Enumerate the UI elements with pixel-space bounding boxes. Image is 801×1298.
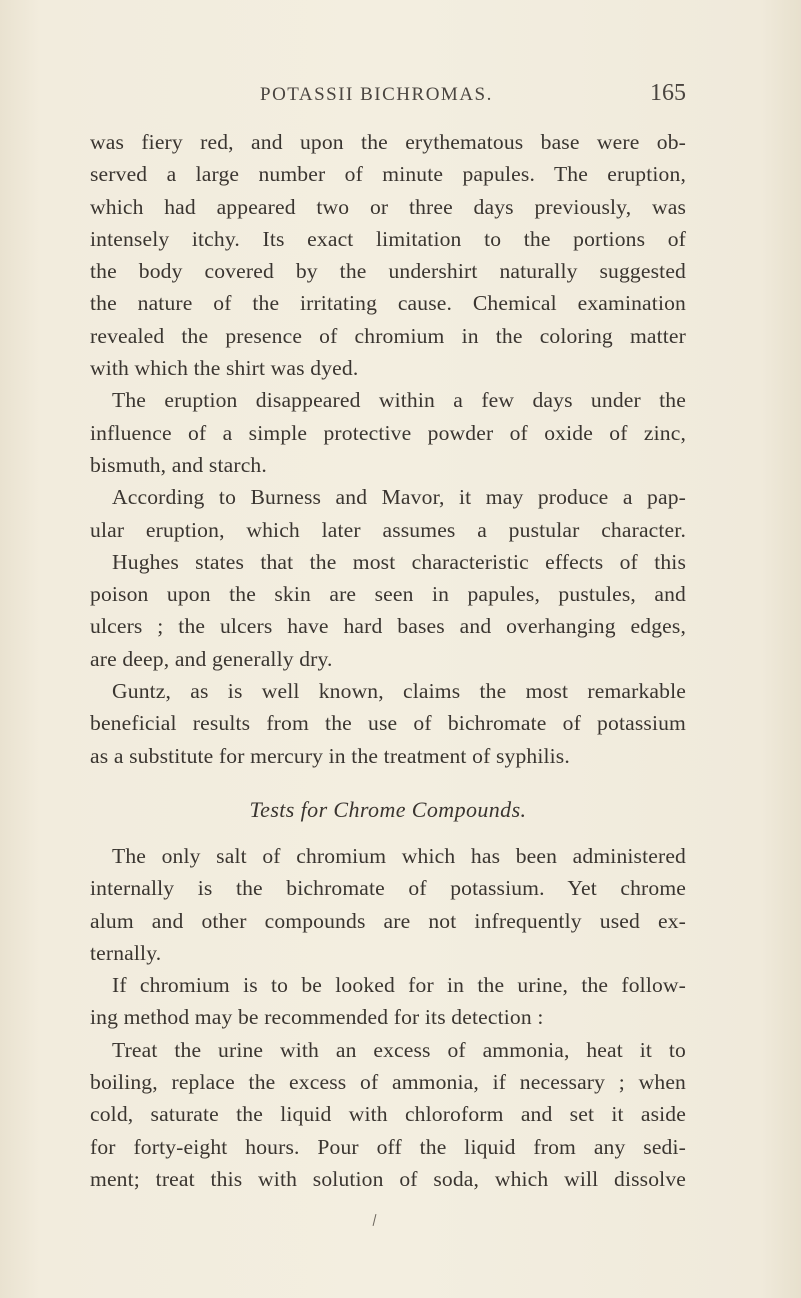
text-line: If chromium is to be looked for in the urine, the follow- — [112, 973, 686, 998]
text-line: was fiery red, and upon the erythematous base were ob- — [90, 130, 686, 154]
text-line: bismuth, and starch. — [90, 452, 267, 477]
text-line: the nature of the irritating cause. Chemical examination — [90, 291, 686, 316]
text-line: influence of a simple protective powder of oxide of zinc, — [90, 420, 686, 445]
running-head: POTASSII BICHROMAS. — [260, 84, 493, 105]
text-line: internally is the bichromate of potassium. Yet chrome — [90, 876, 686, 901]
text-line: Hughes states that the most characteristic effects of this — [112, 549, 686, 574]
text-line: with which the shirt was dyed. — [90, 356, 359, 381]
text-line: as a substitute for mercury in the treatment of syphilis. — [90, 743, 570, 768]
page-header — [90, 80, 686, 114]
section-heading: Tests for Chrome Compounds. — [249, 796, 527, 822]
text-line: The only salt of chromium which has been administered — [112, 843, 686, 868]
text-line: ment; treat this with solution of soda, which will dissolve — [90, 1166, 686, 1191]
text-line: which had appeared two or three days previously, was — [90, 194, 686, 219]
text-line: According to Burness and Mavor, it may produce a pap- — [112, 485, 686, 510]
text-line: for forty-eight hours. Pour off the liquid from any sedi- — [90, 1134, 686, 1159]
stray-ink-mark — [373, 1214, 377, 1226]
text-line: alum and other compounds are not infrequently used ex- — [90, 908, 686, 933]
body-text — [90, 126, 686, 1195]
text-line: ular eruption, which later assumes a pustular character. — [90, 517, 686, 542]
text-line: beneficial results from the use of bichromate of potassium — [90, 711, 686, 736]
text-line: cold, saturate the liquid with chloroform and set it aside — [90, 1102, 686, 1127]
text-line: ing method may be recommended for its detection : — [90, 1005, 544, 1030]
text-line: served a large number of minute papules. The eruption, — [90, 162, 686, 187]
text-line: intensely itchy. Its exact limitation to the portions of — [90, 226, 686, 251]
text-line: ulcers ; the ulcers have hard bases and overhanging edges, — [90, 614, 686, 639]
text-line: the body covered by the undershirt naturally suggested — [90, 259, 686, 284]
text-line: ternally. — [90, 940, 162, 965]
text-line: The eruption disappeared within a few days under the — [112, 388, 686, 413]
text-line: poison upon the skin are seen in papules, pustules, and — [90, 582, 686, 607]
text-line: Guntz, as is well known, claims the most remarkable — [112, 679, 686, 704]
text-line: are deep, and generally dry. — [90, 646, 333, 671]
page-number: 165 — [650, 80, 686, 106]
text-line: revealed the presence of chromium in the coloring matter — [90, 323, 686, 348]
text-line: boiling, replace the excess of ammonia, if necessary ; when — [90, 1070, 686, 1095]
text-line: Treat the urine with an excess of ammonia, heat it to — [112, 1037, 686, 1062]
